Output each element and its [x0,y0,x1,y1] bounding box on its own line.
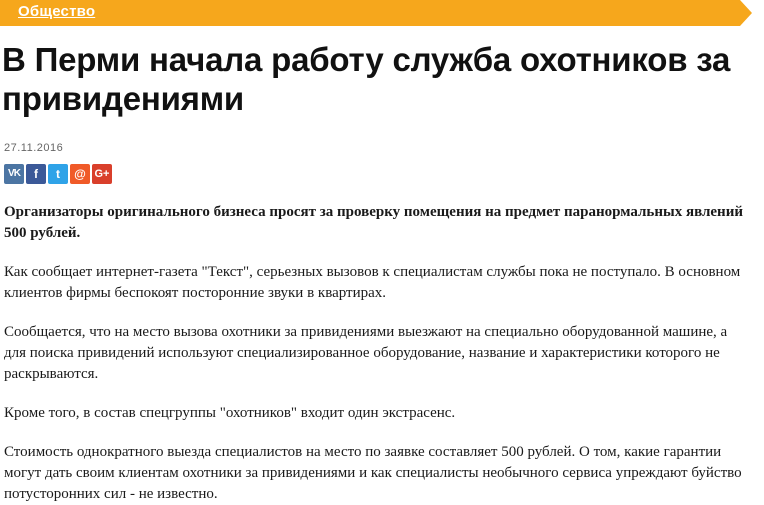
category-ribbon [0,0,764,26]
email-share-button[interactable]: @ [70,164,90,184]
publish-date: 27.11.2016 [4,142,64,154]
facebook-share-button[interactable]: f [26,164,46,184]
article-paragraph: Кроме того, в состав спецгруппы "охотников" входит один экстрасенс. [4,405,456,421]
vkontakte-share-button[interactable]: VK [4,164,24,184]
article-paragraph: Стоимость однократного выезда специалистов на место по заявке составляет 500 рублей. О том, какие гарантии могут дать своим клиентам охотники за привидениями и как специалисты необычного сервиса упреждают буйство потусторонних сил - не известно. [4,444,742,502]
article-paragraph: Сообщается, что на место вызова охотники за привидениями выезжают на специально оборудованной машине, а для поиска привидений используют специализированное оборудование, название и характеристики которого не раскрываются. [4,324,728,382]
category-link[interactable]: Общество [18,3,96,20]
article-lead: Организаторы оригинального бизнеса просят за проверку помещения на предмет паранормальных явлений 500 рублей. [4,204,743,241]
twitter-share-button[interactable]: t [48,164,68,184]
googleplus-share-button[interactable]: G+ [92,164,112,184]
page-title: В Перми начала работу служба охотников за привидениями [2,41,731,117]
share-buttons [4,164,764,184]
ribbon-notch [740,0,764,26]
article-paragraph: Как сообщает интернет-газета "Текст", серьезных вызовов к специалистам службы пока не поступало. В основном клиентов фирмы беспокоят посторонние звуки в квартирах. [4,264,741,301]
